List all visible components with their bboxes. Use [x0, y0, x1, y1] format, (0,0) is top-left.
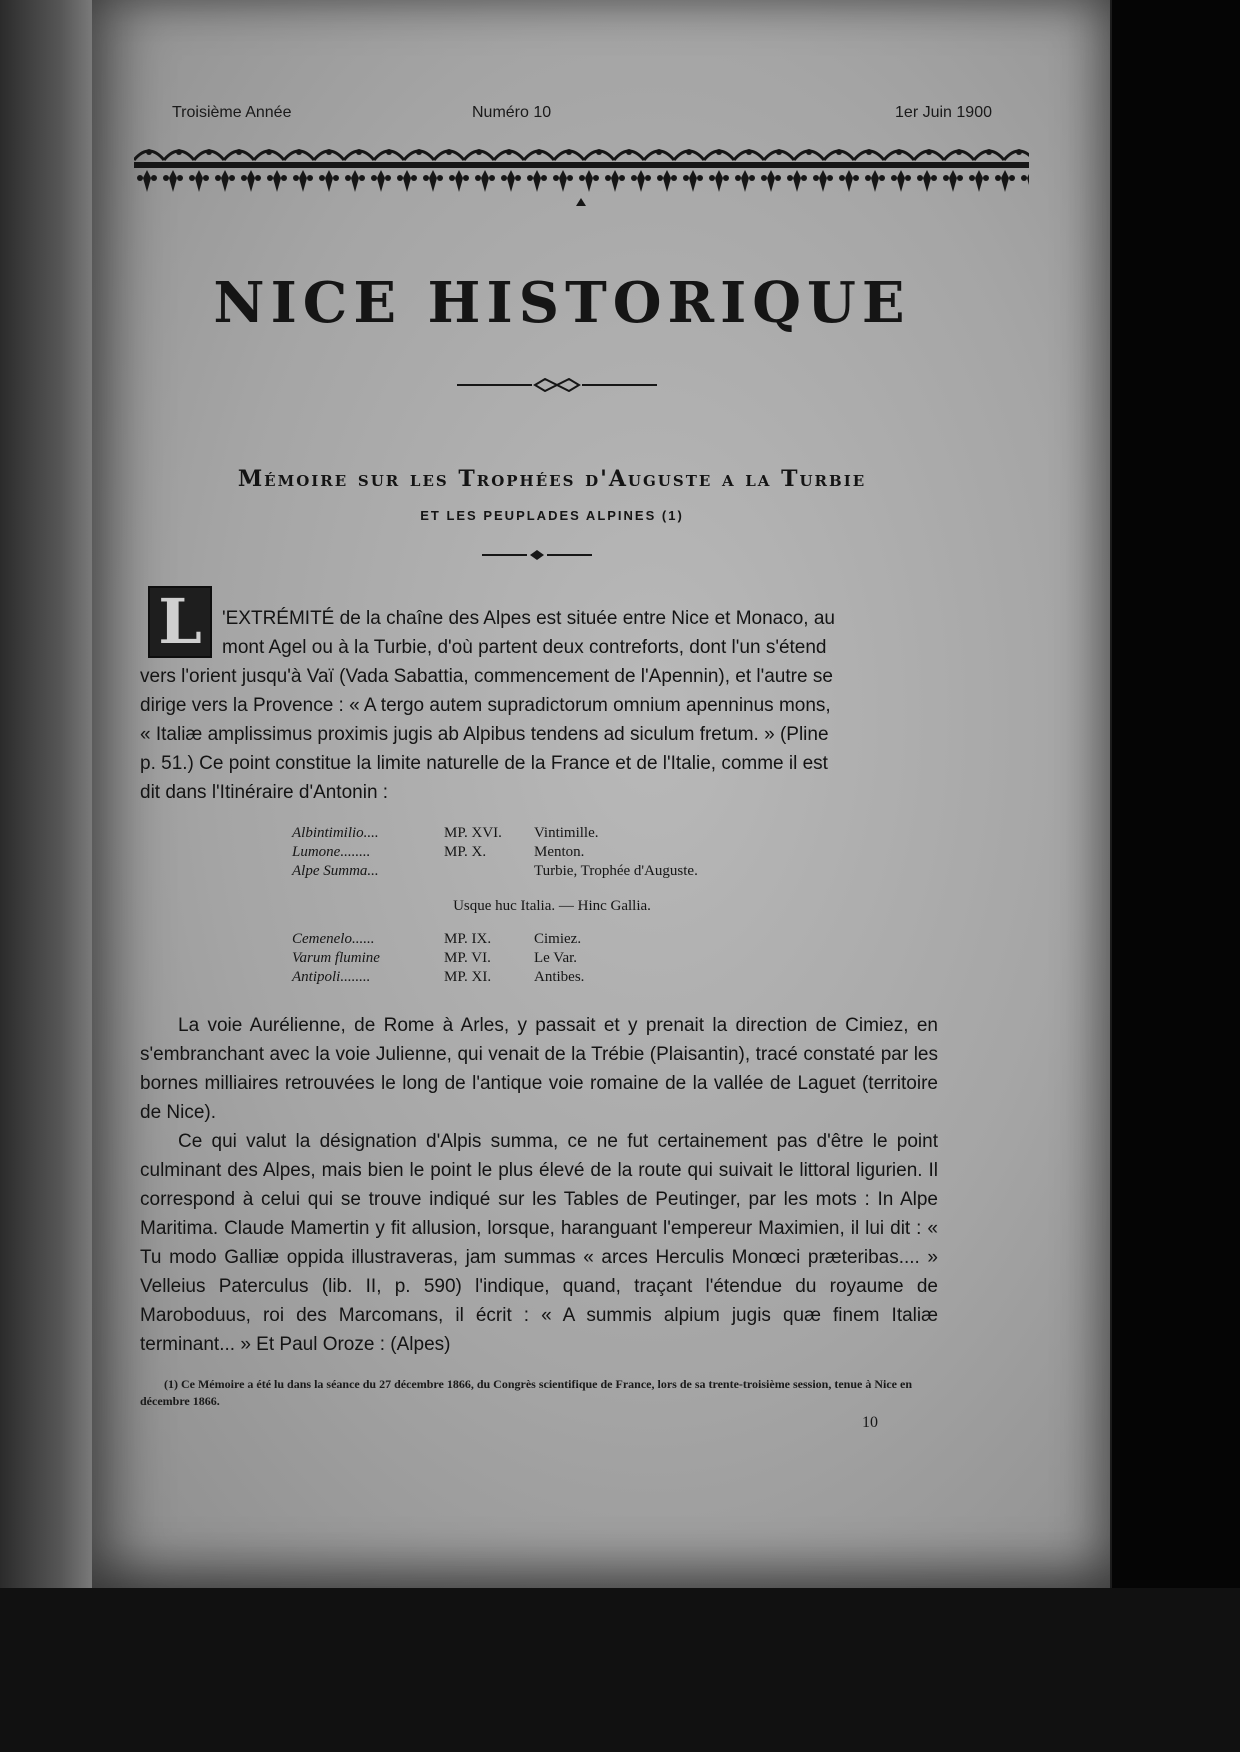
paragraph-line: vers l'orient jusqu'à Vaï (Vada Sabattia, commencement de l'Apennin), et l'autre se: [140, 666, 833, 687]
drop-cap-initial: L: [148, 586, 212, 658]
journal-title: NICE HISTORIQUE: [213, 270, 911, 336]
itinerary-modern-name: Turbie, Trophée d'Auguste.: [534, 863, 698, 879]
paragraph-alpis-summa: Ce qui valut la désignation d'Alpis summa, ce ne fut certainement pas d'être le point culminant des Alpes, mais bien le point le plus élevé de la route qui suivait le littoral ligurien. Il correspond à celui qui se trouve indiqué sur les Tables de Peutinger, par les mots : In Alpe Maritima. Claude Mamertin y fit allusion, lorsque, haranguant l'empereur Maximien, il lui dit : « Tu modo Galliæ oppida illustraveras, jam summas « arces Herculis Monœci præteribas.... » Velleius Paterculus (lib. II, p. 590) l'indique, quand, traçant l'étendue du royaume de Maroboduus, roi des Marcomans, il écrit : « A summis alpium jugis quæ finem Italiæ terminant... » Et Paul Oroze : (Alpes): [140, 1131, 938, 1355]
header-date: 1er Juin 1900: [895, 104, 992, 121]
running-header: [172, 104, 992, 130]
opening-paragraph: [140, 604, 938, 807]
document-page: [92, 0, 1110, 1588]
itinerary-table-gaul: [292, 930, 792, 987]
itinerary-place: Albintimilio....: [292, 825, 379, 841]
itinerary-table-italy: [292, 824, 792, 881]
title-separator-ornament: [457, 378, 657, 392]
body-text: [140, 1011, 938, 1359]
itinerary-distance: MP. XI.: [444, 969, 492, 985]
itinerary-modern-name: Vintimille.: [534, 825, 599, 841]
paragraph-line: mont Agel ou à la Turbie, d'où partent deux contreforts, dont l'un s'étend: [222, 637, 827, 658]
decorative-border-ornament: [134, 142, 1029, 208]
itinerary-modern-name: Le Var.: [534, 950, 578, 966]
subtitle-separator-ornament: [482, 550, 592, 560]
scan-bottom-edge: [0, 1588, 1240, 1752]
itinerary-distance: MP. IX.: [444, 931, 492, 947]
paragraph-line: p. 51.) Ce point constitue la limite naturelle de la France et de l'Italie, comme il est: [140, 753, 828, 774]
itinerary-modern-name: Antibes.: [534, 969, 585, 985]
itinerary-place: Lumone........: [292, 844, 371, 860]
itinerary-boundary-note: Usque huc Italia. — Hinc Gallia.: [453, 898, 651, 914]
footnote-text: (1) Ce Mémoire a été lu dans la séance du 27 décembre 1866, du Congrès scientifique de France, lors de sa trente-troisième session, tenue à Nice en décembre 1866.: [140, 1377, 913, 1408]
itinerary-distance: MP. XVI.: [444, 825, 502, 841]
itinerary-modern-name: Menton.: [534, 844, 585, 860]
itinerary-row: [292, 862, 792, 881]
header-issue: Numéro 10: [472, 104, 552, 121]
paragraph-line: dit dans l'Itinéraire d'Antonin :: [140, 782, 389, 803]
paragraph-aurelian-way: La voie Aurélienne, de Rome à Arles, y passait et y prenait la direction de Cimiez, en s'embranchant avec la voie Julienne, qui venait de la Trébie (Plaisantin), tracé constaté par les bornes milliaires retrouvées le long de l'antique voie romaine de la vallée de Laguet (territoire de Nice).: [140, 1015, 938, 1123]
itinerary-row: [292, 824, 792, 843]
itinerary-modern-name: Cimiez.: [534, 931, 582, 947]
itinerary-row: [292, 968, 792, 987]
itinerary-row: [292, 930, 792, 949]
itinerary-place: Antipoli........: [292, 969, 371, 985]
itinerary-place: Alpe Summa...: [292, 863, 379, 879]
paragraph-line: 'EXTRÉMITÉ de la chaîne des Alpes est située entre Nice et Monaco, au: [222, 608, 836, 629]
article-title: Mémoire sur les Trophées d'Auguste a la Turbie: [237, 466, 867, 492]
paragraph-line: dirige vers la Provence : « A tergo autem supradictorum omnium apenninus mons,: [140, 695, 831, 716]
article-subtitle: ET LES PEUPLADES ALPINES (1): [420, 508, 684, 523]
itinerary-place: Cemenelo......: [292, 931, 375, 947]
paragraph-line: « Italiæ amplissimus proximis jugis ab Alpibus tendens ad siculum fretum. » (Pline: [140, 724, 829, 745]
itinerary-distance: MP. X.: [444, 844, 487, 860]
header-year: Troisième Année: [172, 104, 292, 121]
page-number: 10: [862, 1414, 878, 1431]
itinerary-place: Varum flumine: [292, 950, 380, 966]
itinerary-row: [292, 843, 792, 862]
itinerary-distance: MP. VI.: [444, 950, 491, 966]
scan-right-edge: [1112, 0, 1240, 1752]
footnote: [140, 1376, 940, 1410]
itinerary-row: [292, 949, 792, 968]
